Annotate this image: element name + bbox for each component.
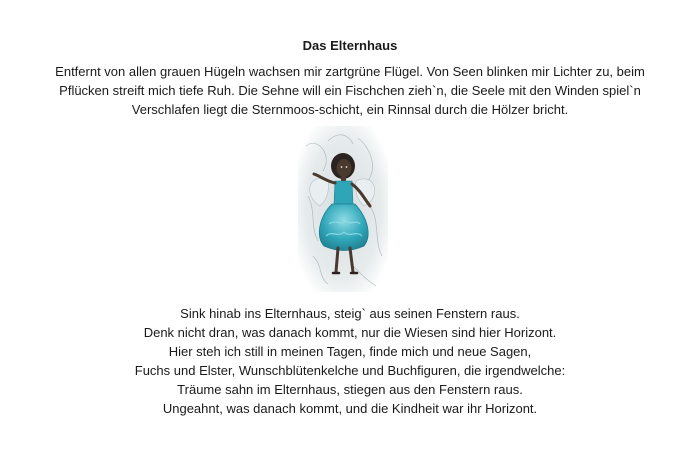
- intro-line: Verschlafen liegt die Sternmoos-schicht, ein Rinnsal durch die Hölzer bricht.: [131, 102, 569, 117]
- poem-stanza: [0, 304, 700, 418]
- intro-line: Entfernt von allen grauen Hügeln wachsen mir zartgrüne Flügel. Von Seen blinken mir Lichter zu, beim: [55, 64, 645, 79]
- poem-line: Sink hinab ins Elternhaus, steig` aus seinen Fenstern raus.: [180, 306, 520, 321]
- poem-line: Träume sahn im Elternhaus, stiegen aus den Fenstern raus.: [177, 382, 523, 397]
- poem-line: Fuchs und Elster, Wunschblütenkelche und Buchfiguren, die irgendwelche:: [134, 363, 566, 378]
- document-title: Das Elternhaus: [302, 38, 398, 53]
- girl-illustration: [298, 126, 388, 292]
- poem-line: Hier steh ich still in meinen Tagen, finde mich und neue Sagen,: [168, 344, 532, 359]
- intro-line: Pflücken streift mich tiefe Ruh. Die Sehne will ein Fischchen zieh`n, die Seele mit den Winden spiel`n: [59, 83, 641, 98]
- poem-line: Ungeahnt, was danach kommt, und die Kindheit war ihr Horizont.: [162, 401, 538, 416]
- intro-paragraph: [20, 62, 680, 119]
- girl-illustration-graphic: [298, 126, 388, 292]
- poem-line: Denk nicht dran, was danach kommt, nur die Wiesen sind hier Horizont.: [143, 325, 557, 340]
